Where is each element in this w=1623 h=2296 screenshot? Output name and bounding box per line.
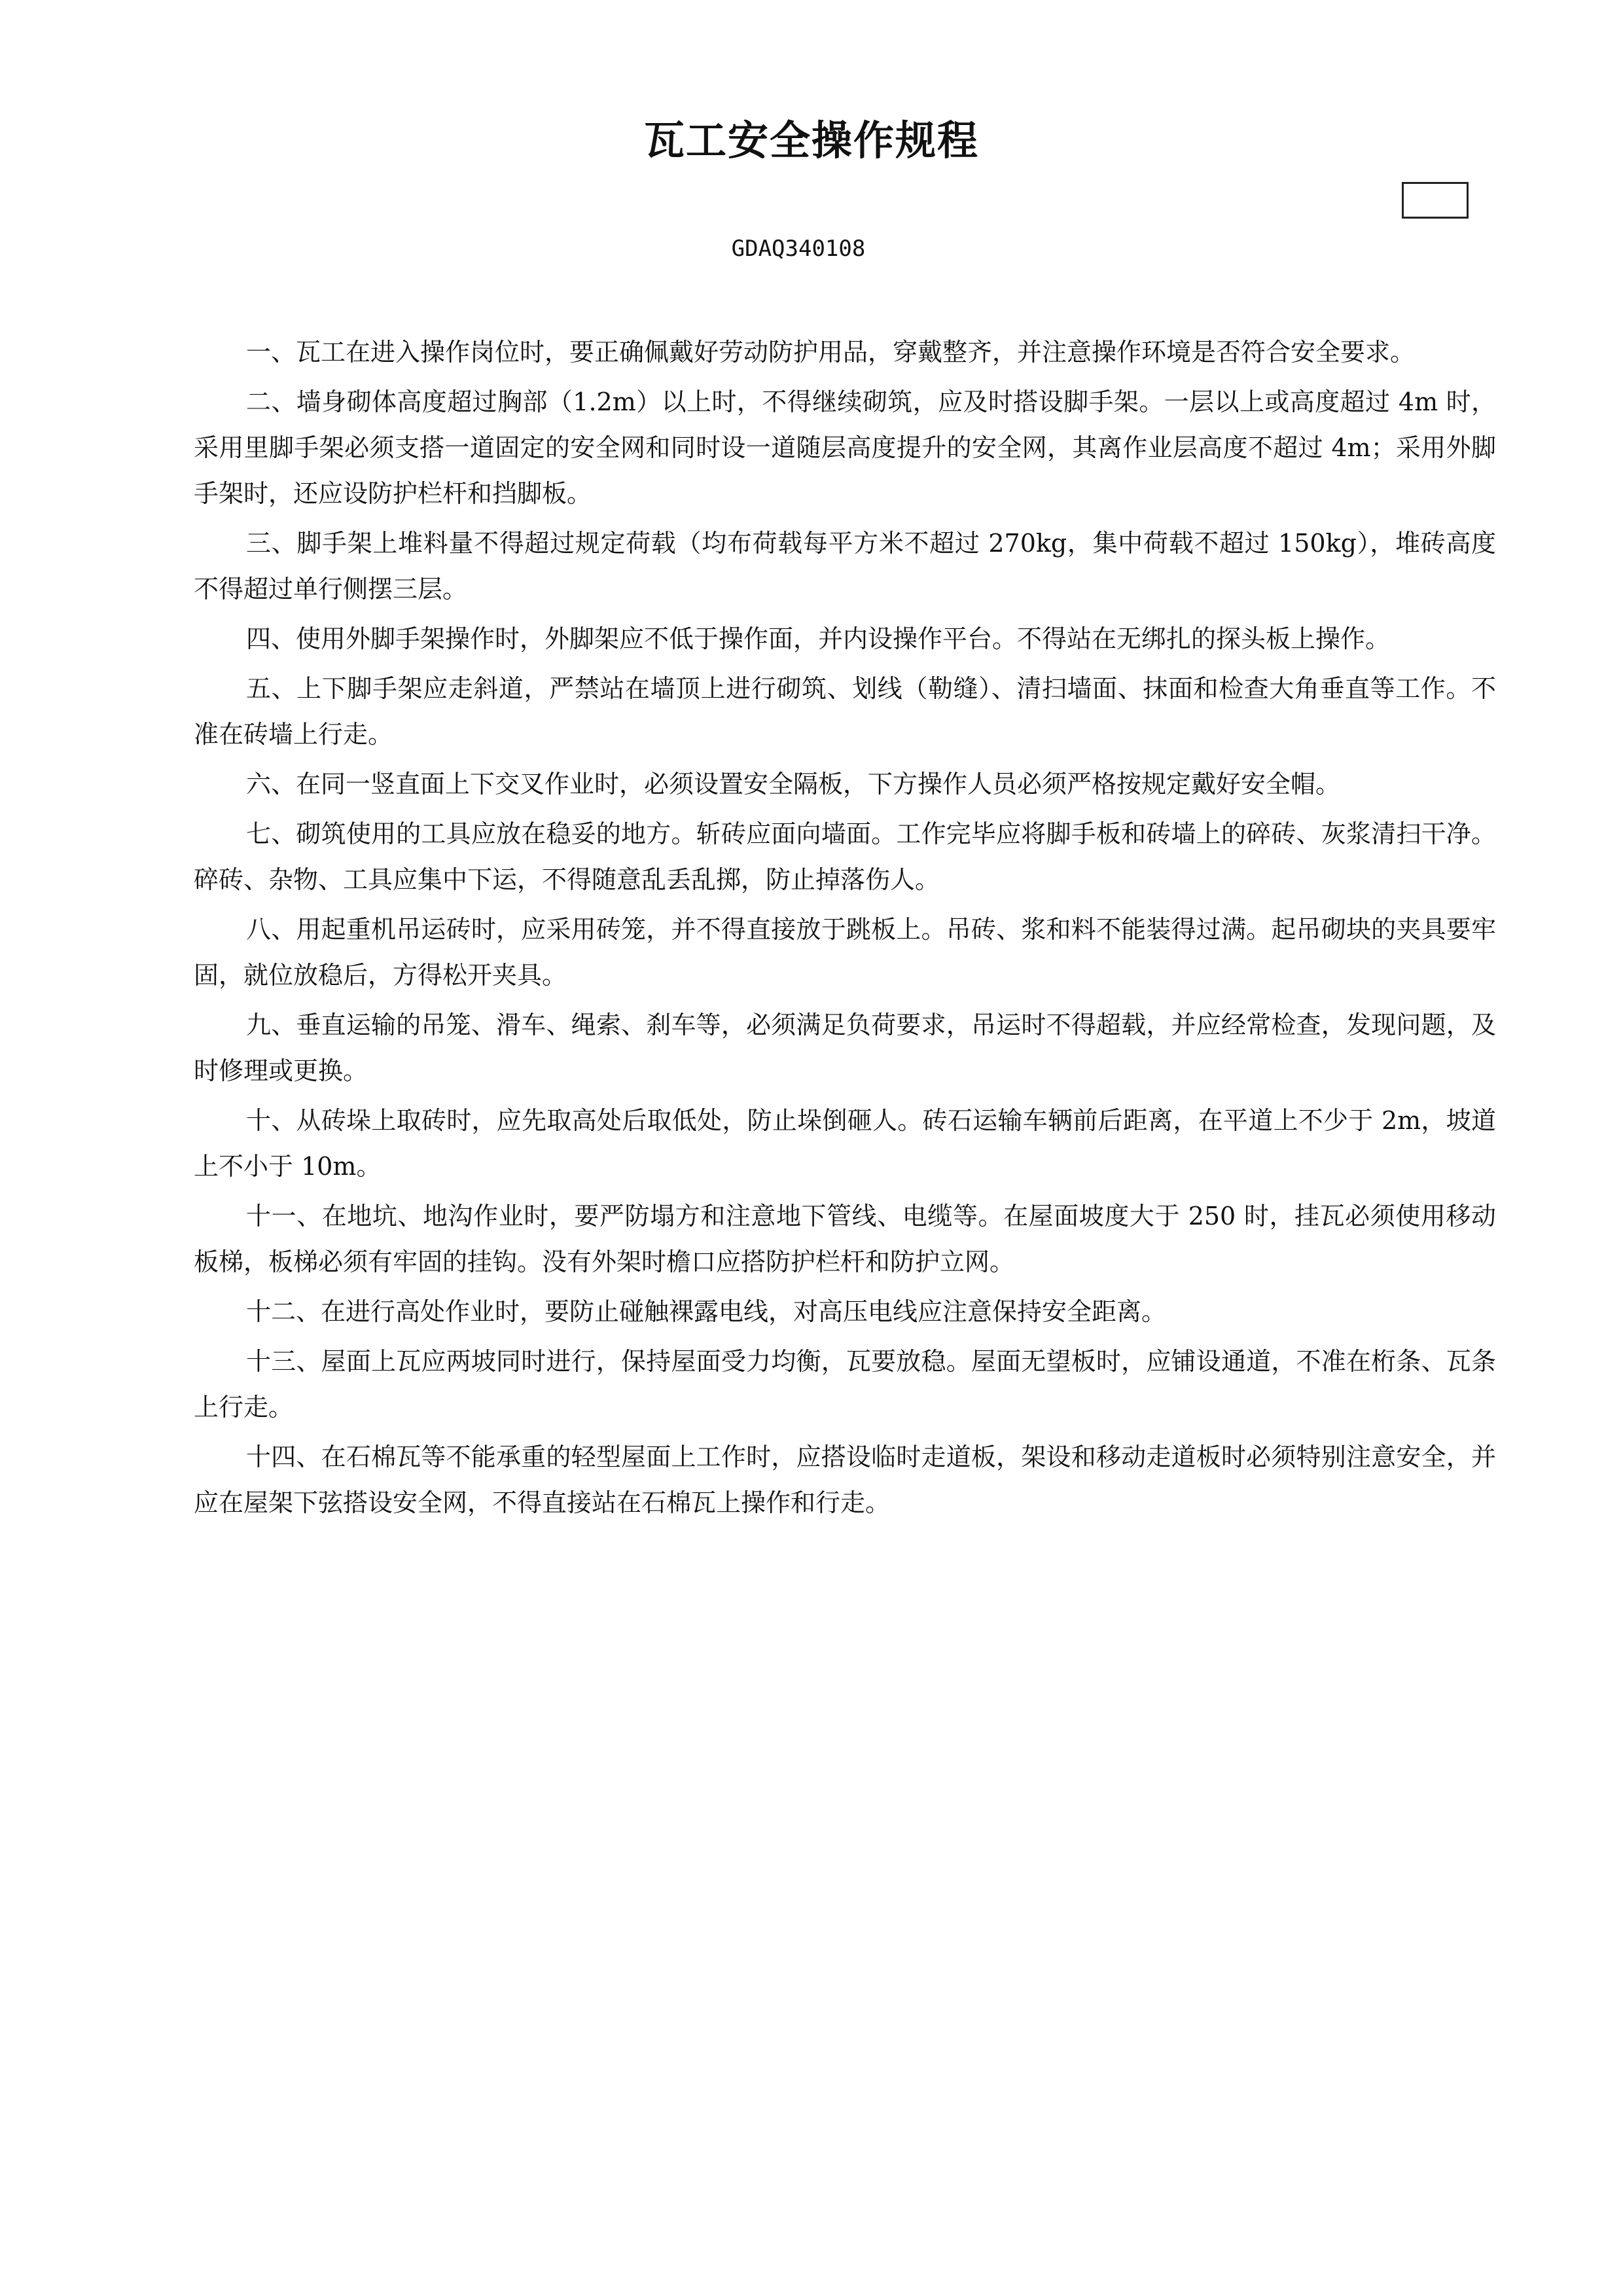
regulation-item-9: 九、垂直运输的吊笼、滑车、绳索、刹车等，必须满足负荷要求，吊运时不得超载，并应经常检查，发现问题，及时修理或更换。 xyxy=(194,1011,1496,1085)
regulation-item-3: 三、脚手架上堆料量不得超过规定荷载（均布荷载每平方米不超过 270kg，集中荷载不超过 150kg），堆砖高度不得超过单行侧摆三层。 xyxy=(194,529,1496,603)
regulation-item-5: 五、上下脚手架应走斜道，严禁站在墙顶上进行砌筑、划线（勒缝）、清扫墙面、抹面和检查大角垂直等工作。不准在砖墙上行走。 xyxy=(194,674,1496,749)
regulation-item-14: 十四、在石棉瓦等不能承重的轻型屋面上工作时，应搭设临时走道板，架设和移动走道板时必须特别注意安全，并应在屋架下弦搭设安全网，不得直接站在石棉瓦上操作和行走。 xyxy=(194,1443,1496,1517)
regulation-item-8: 八、用起重机吊运砖时，应采用砖笼，并不得直接放于跳板上。吊砖、浆和料不能装得过满。起吊砌块的夹具要牢固，就位放稳后，方得松开夹具。 xyxy=(194,915,1496,990)
regulation-item-13: 十三、屋面上瓦应两坡同时进行，保持屋面受力均衡，瓦要放稳。屋面无望板时，应铺设通道，不准在桁条、瓦条上行走。 xyxy=(194,1347,1496,1422)
regulation-list xyxy=(194,329,1496,1530)
regulation-item-11: 十一、在地坑、地沟作业时，要严防塌方和注意地下管线、电缆等。在屋面坡度大于 250 时，挂瓦必须使用移动板梯，板梯必须有牢固的挂钩。没有外架时檐口应搭防护栏杆和防护立网。 xyxy=(194,1202,1496,1276)
blank-box xyxy=(1402,182,1469,219)
page-title: 瓦工安全操作规程 xyxy=(643,117,979,164)
document-code: GDAQ340108 xyxy=(731,236,866,262)
regulation-item-10: 十、从砖垛上取砖时，应先取高处后取低处，防止垛倒砸人。砖石运输车辆前后距离，在平道上不少于 2m，坡道上不小于 10m。 xyxy=(194,1106,1496,1181)
regulation-item-12: 十二、在进行高处作业时，要防止碰触裸露电线，对高压电线应注意保持安全距离。 xyxy=(246,1297,1167,1326)
regulation-item-4: 四、使用外脚手架操作时，外脚架应不低于操作面，并内设操作平台。不得站在无绑扎的探头板上操作。 xyxy=(246,624,1391,653)
regulation-item-6: 六、在同一竖直面上下交叉作业时，必须设置安全隔板，下方操作人员必须严格按规定戴好安全帽。 xyxy=(246,770,1341,798)
regulation-item-1: 一、瓦工在进入操作岗位时，要正确佩戴好劳动防护用品，穿戴整齐，并注意操作环境是否符合安全要求。 xyxy=(246,338,1416,367)
regulation-item-2: 二、墙身砌体高度超过胸部（1.2m）以上时，不得继续砌筑，应及时搭设脚手架。一层以上或高度超过 4m 时，采用里脚手架必须支搭一道固定的安全网和同时设一道随层高度提升的安全网，其离作业层高度不超过 4m；采用外脚手架时，还应设防护栏杆和挡脚板。 xyxy=(194,387,1496,508)
regulation-item-7: 七、砌筑使用的工具应放在稳妥的地方。斩砖应面向墙面。工作完毕应将脚手板和砖墙上的碎砖、灰浆清扫干净。碎砖、杂物、工具应集中下运，不得随意乱丢乱掷，防止掉落伤人。 xyxy=(194,819,1496,894)
